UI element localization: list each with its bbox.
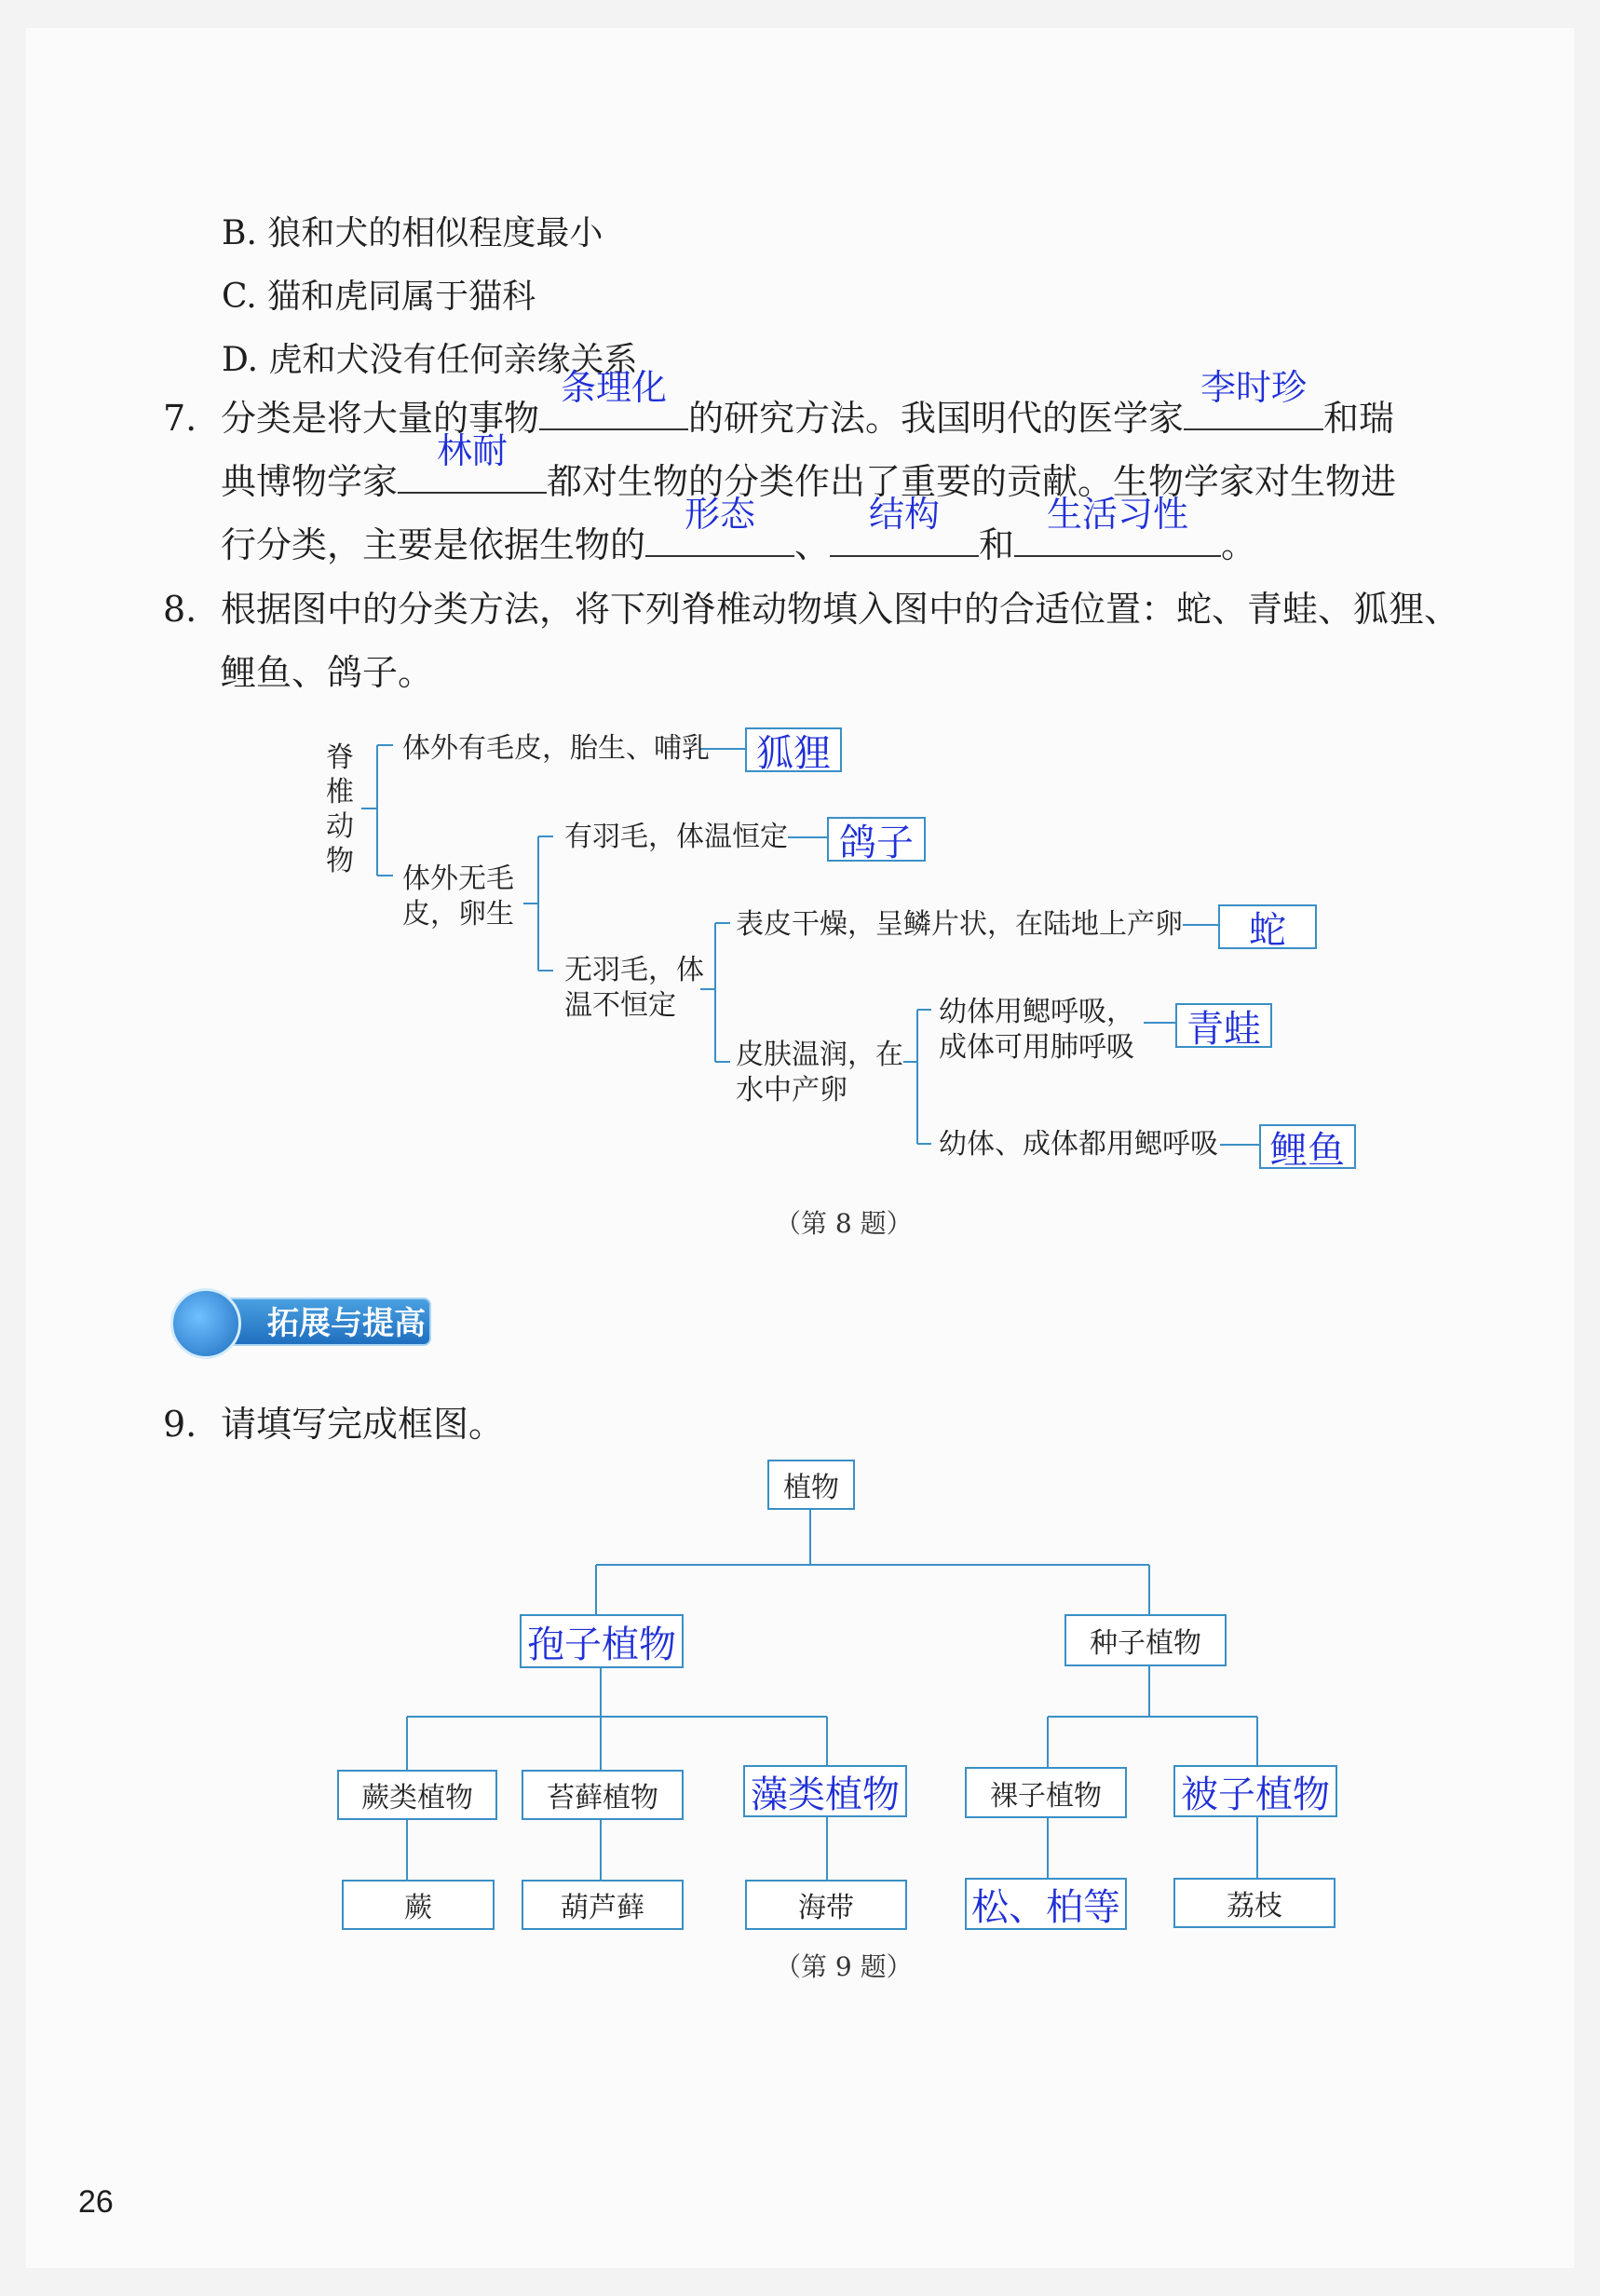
root-char: 物 — [326, 845, 354, 877]
q7-text: 的研究方法。我国明代的医学家 — [688, 398, 1185, 439]
option-b: B. 狼和犬的相似程度最小 — [222, 214, 603, 252]
answer-text: 生活习性 — [1047, 494, 1189, 535]
answer-gymno-example: 松、柏等 — [965, 1878, 1127, 1930]
question-number: 8. — [163, 589, 197, 630]
node-gymnosperm: 裸子植物 — [965, 1767, 1127, 1818]
root-char: 椎 — [326, 776, 354, 808]
node-dry: 表皮干燥，呈鳞片状，在陆地上产卵 — [736, 908, 1183, 941]
answer-text: 形态 — [685, 494, 756, 535]
q7-text: 和瑞 — [1323, 398, 1395, 439]
node-gill: 幼体、成体都用鳃呼吸 — [939, 1128, 1218, 1161]
option-c: C. 猫和虎同属于猫科 — [222, 278, 536, 316]
q7-text: 分类是将大量的事物 — [221, 398, 540, 439]
node-feather: 有羽毛，体温恒定 — [564, 821, 788, 853]
example-moss: 葫芦藓 — [522, 1880, 684, 1930]
question-8-line-2: 鲤鱼、鸽子。 — [221, 652, 434, 693]
answer-carp: 鲤鱼 — [1259, 1124, 1356, 1169]
node-line: 体外无毛 — [402, 863, 514, 895]
answer-text: 结构 — [869, 494, 941, 535]
q7-text: 和 — [979, 524, 1015, 565]
node-seed-plants: 种子植物 — [1064, 1614, 1227, 1666]
root-char: 动 — [326, 810, 354, 843]
answer-algae: 藻类植物 — [743, 1765, 907, 1817]
question-number: 7. — [163, 398, 197, 439]
node-line: 幼体用鳃呼吸， — [939, 996, 1134, 1028]
q7-text: 。 — [1221, 524, 1257, 565]
node-line: 无羽毛，体 — [564, 954, 704, 986]
answer-text: 李时珍 — [1200, 367, 1308, 408]
caption-q8: （第 8 题） — [775, 1208, 913, 1239]
node-line: 成体可用肺呼吸 — [939, 1031, 1134, 1064]
node-line: 水中产卵 — [736, 1074, 847, 1107]
root-char: 脊 — [326, 741, 354, 774]
node-line: 温不恒定 — [564, 989, 676, 1022]
option-d: D. 虎和犬没有任何亲缘关系 — [222, 341, 638, 379]
answer-fox: 狐狸 — [745, 727, 842, 772]
answer-frog: 青蛙 — [1175, 1003, 1272, 1048]
answer-spore-plants: 孢子植物 — [520, 1614, 684, 1668]
q8-text: 根据图中的分类方法，将下列脊椎动物填入图中的合适位置：蛇、青蛙、狐狸、 — [221, 589, 1460, 630]
node-plant: 植物 — [767, 1460, 855, 1510]
node-line: 皮，卵生 — [402, 898, 514, 931]
section-title: 拓展与提高 — [208, 1297, 431, 1346]
example-litchi: 荔枝 — [1173, 1878, 1336, 1928]
answer-pigeon: 鸽子 — [827, 817, 926, 862]
answer-snake: 蛇 — [1218, 904, 1317, 949]
node-fur: 体外有毛皮，胎生、哺乳 — [402, 732, 710, 765]
page-number: 26 — [78, 2184, 114, 2220]
example-fern: 蕨 — [342, 1880, 495, 1930]
caption-q9: （第 9 题） — [775, 1951, 913, 1982]
answer-text: 条理化 — [561, 367, 668, 408]
answer-angiosperm: 被子植物 — [1173, 1765, 1337, 1817]
example-algae: 海带 — [745, 1880, 907, 1930]
question-number: 9. — [163, 1404, 197, 1445]
node-moss: 苔藓植物 — [522, 1770, 684, 1820]
node-fern: 蕨类植物 — [337, 1770, 497, 1820]
answer-text: 林耐 — [437, 430, 508, 471]
q9-text: 请填写完成框图。 — [221, 1404, 505, 1445]
q7-text: 典博物学家 — [221, 461, 399, 502]
node-line: 皮肤温润，在 — [736, 1039, 903, 1071]
q7-text: 都对生物的分类作出了重要的贡献。生物学家对生物进 — [547, 461, 1397, 502]
q7-text: 、 — [794, 524, 831, 565]
q7-text: 行分类，主要是依据生物的 — [221, 524, 646, 565]
